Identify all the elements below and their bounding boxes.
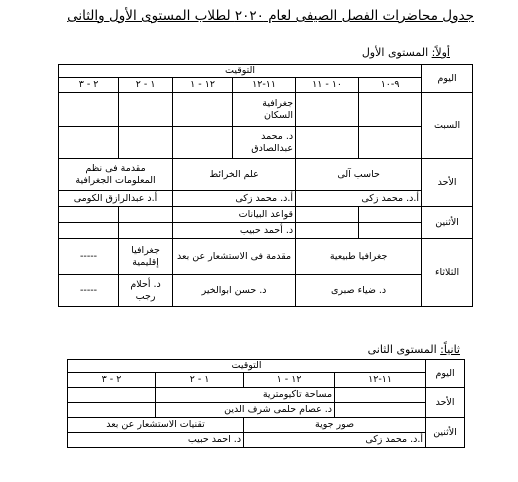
course-cell: تقنيات الاستشعار عن بعد	[68, 418, 244, 433]
teacher-name: د. أحلام	[130, 278, 161, 290]
empty-cell	[59, 223, 119, 239]
teacher-cell: د. احمد حبيب	[68, 433, 244, 448]
day-saturday: السبت	[422, 93, 473, 159]
course-cell	[59, 159, 173, 191]
empty-cell: -----	[59, 275, 119, 307]
empty-cell: -----	[59, 239, 119, 275]
empty-cell	[335, 388, 426, 403]
period-header: ١ - ٢	[119, 78, 173, 93]
course-cell: مساحة تاكيومترية	[156, 388, 335, 403]
empty-cell	[296, 223, 359, 239]
empty-cell	[119, 93, 173, 127]
teacher-cell: أ.د. محمد زكى	[244, 433, 426, 448]
course-name: جغرافيا	[131, 244, 160, 256]
day-monday: الأثنين	[426, 418, 465, 448]
empty-cell	[359, 127, 422, 159]
teacher-cell: د. ضياء صبرى	[296, 275, 422, 307]
level2-schedule-table	[67, 359, 465, 448]
course-cell: علم الخرائط	[173, 159, 296, 191]
empty-cell	[119, 127, 173, 159]
teacher-cell: د. أحمد حبيب	[173, 223, 296, 239]
period-header: ٢ - ٣	[59, 78, 119, 93]
empty-cell	[359, 93, 422, 127]
level1-heading	[362, 46, 450, 59]
empty-cell	[119, 207, 173, 223]
page-title: جدول محاضرات الفصل الصيفى لعام ٢٠٢٠ لطلاب المستوى الأول والثانى	[67, 8, 474, 24]
day-sunday: الأحد	[422, 159, 473, 207]
period-header: ١١-١٢	[233, 78, 296, 93]
period-header: ١ - ٢	[156, 373, 244, 388]
empty-cell	[296, 93, 359, 127]
day-column-header: اليوم	[422, 65, 473, 93]
timing-header: التوقيت	[68, 360, 426, 373]
teacher-cell: أ.د. محمد زكى	[296, 191, 422, 207]
empty-cell	[119, 223, 173, 239]
course-name: مقدمة فى نظم	[85, 162, 146, 174]
course-name: جغرافية	[262, 97, 294, 109]
course-cell: حاسب آلى	[296, 159, 422, 191]
teacher-cell	[119, 275, 173, 307]
teacher-cell: أ.د عبدالرازق الكومى	[59, 191, 173, 207]
empty-cell	[296, 207, 359, 223]
period-header: ١٢ - ١	[244, 373, 335, 388]
empty-cell	[296, 127, 359, 159]
empty-cell	[359, 223, 422, 239]
course-name: إقليمية	[132, 256, 159, 268]
teacher-cell: د. حسن ابوالخير	[173, 275, 296, 307]
course-cell: مقدمة فى الاستشعار عن بعد	[173, 239, 296, 275]
empty-cell	[335, 403, 426, 418]
teacher-cell: أ.د. محمد زكى	[173, 191, 296, 207]
level1-heading-text: المستوى الأول	[361, 46, 432, 59]
teacher-name: د. محمد	[261, 130, 294, 142]
teacher-name: رجب	[135, 290, 156, 302]
period-header: ٢ - ٣	[68, 373, 156, 388]
empty-cell	[68, 403, 156, 418]
level2-heading-text: المستوى الثانى	[367, 343, 441, 356]
level1-schedule-table	[58, 64, 473, 307]
teacher-cell: د. عصام حلمى شرف الدين	[156, 403, 335, 418]
course-cell: صور جوية	[244, 418, 426, 433]
day-sunday: الأحد	[426, 388, 465, 418]
course-cell: قواعد البيانات	[173, 207, 296, 223]
course-name: السكان	[263, 109, 294, 121]
period-header: ١١-١٢	[335, 373, 426, 388]
teacher-cell	[233, 127, 296, 159]
timing-header: التوقيت	[59, 65, 422, 78]
empty-cell	[359, 207, 422, 223]
level1-heading-number: أولاً:	[431, 46, 450, 59]
empty-cell	[59, 127, 119, 159]
teacher-name: عبدالصادق	[251, 142, 294, 154]
day-tuesday: الثلاثاء	[422, 239, 473, 307]
day-monday: الأثنين	[422, 207, 473, 239]
empty-cell	[173, 127, 233, 159]
level2-heading	[368, 343, 460, 356]
course-cell: جغرافيا طبيعية	[296, 239, 422, 275]
level2-heading-number: ثانياً:	[440, 343, 460, 356]
empty-cell	[68, 388, 156, 403]
course-cell	[233, 93, 296, 127]
course-cell	[119, 239, 173, 275]
period-header: ٩-١٠	[359, 78, 422, 93]
course-name: المعلومات الجغرافية	[75, 174, 156, 186]
empty-cell	[59, 93, 119, 127]
day-column-header: اليوم	[426, 360, 465, 388]
empty-cell	[173, 93, 233, 127]
period-header: ١٢ - ١	[173, 78, 233, 93]
period-header: ١٠ - ١١	[296, 78, 359, 93]
empty-cell	[59, 207, 119, 223]
